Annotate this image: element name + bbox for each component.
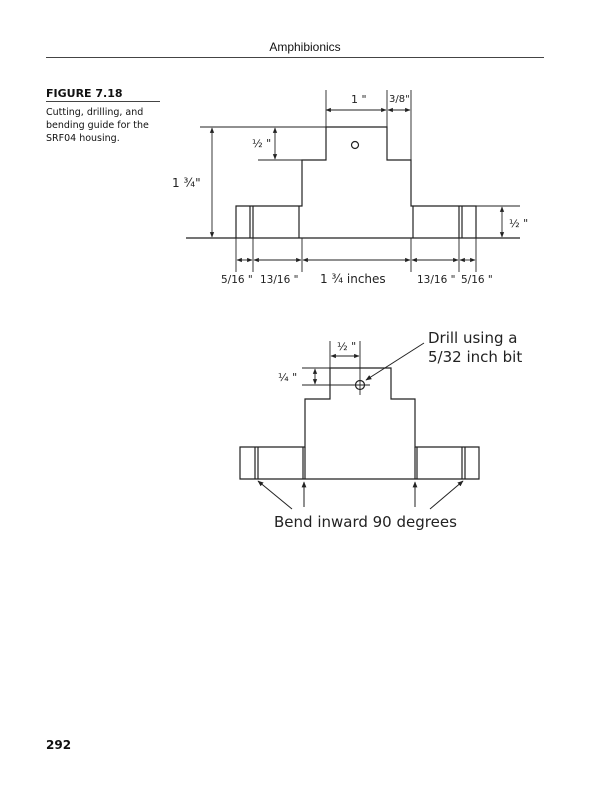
drill-hole (352, 142, 359, 149)
dim-bottom-13-16-left: 13/16 " (260, 274, 299, 286)
housing-outline (236, 127, 476, 238)
dim-total-height: 1 ¾" (172, 176, 201, 190)
dim-half-left: ½ " (252, 137, 272, 150)
dim-bottom-13-16-right: 13/16 " (417, 274, 456, 286)
dim-half-2: ½ " (337, 340, 357, 353)
dim-top-3-8: 3/8" (389, 94, 410, 105)
page-number: 292 (46, 738, 72, 752)
dim-bottom-5-16-right: 5/16 " (461, 274, 493, 286)
dim-quarter: ¼ " (278, 371, 298, 384)
dim-bottom-center: 1 ¾ inches (320, 272, 386, 286)
drill-note-line1: Drill using a (428, 329, 518, 347)
bend-note: Bend inward 90 degrees (274, 513, 457, 531)
dim-half-right: ½ " (509, 217, 529, 230)
cutting-guide-diagram (186, 90, 520, 272)
dim-top-1in: 1 " (351, 93, 367, 106)
figure-caption: Cutting, drilling, and bending guide for the SRF04 housing. (46, 107, 149, 144)
running-header: Amphibionics (269, 40, 341, 54)
figure-label: FIGURE 7.18 (46, 87, 123, 100)
dim-bottom-5-16-left: 5/16 " (221, 274, 253, 286)
drill-bend-diagram (240, 341, 479, 509)
drill-note-line2: 5/32 inch bit (428, 348, 523, 366)
